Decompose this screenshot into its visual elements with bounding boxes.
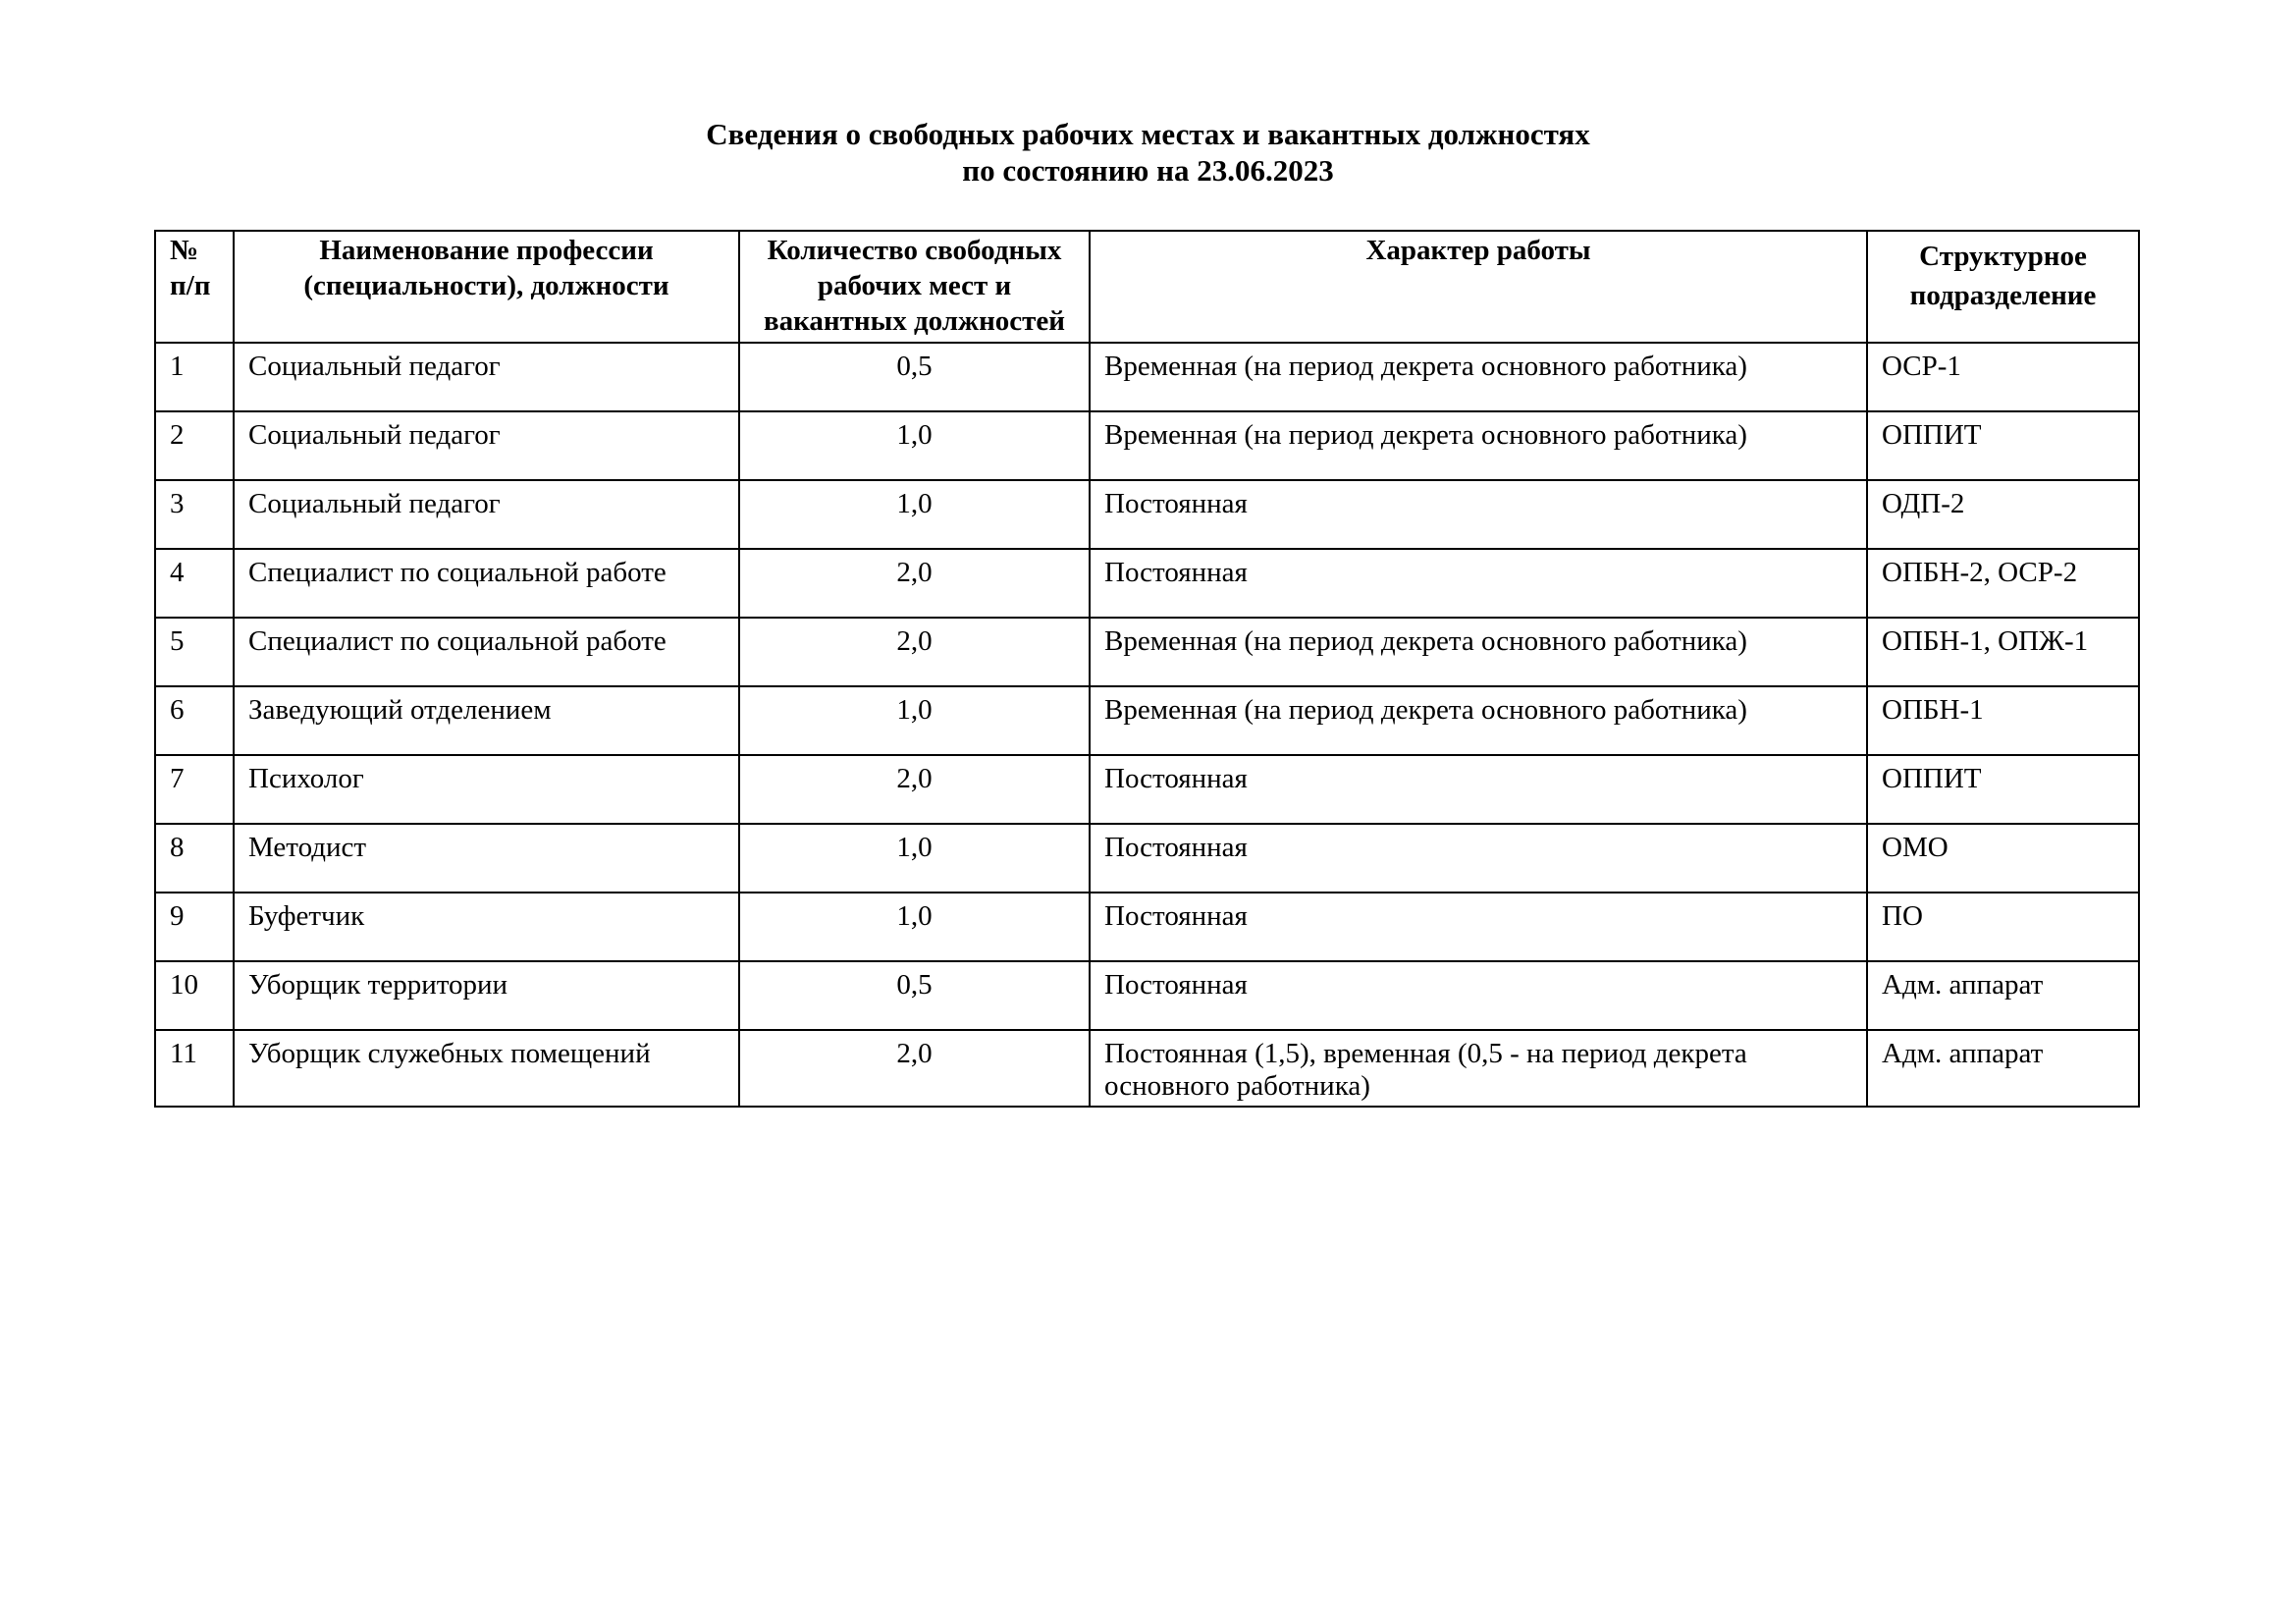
cell-quantity: 1,0	[739, 411, 1090, 480]
cell-number: 6	[155, 686, 234, 755]
title-line-2: по состоянию на 23.06.2023	[962, 153, 1334, 188]
cell-work-type: Временная (на период декрета основного работника)	[1090, 411, 1867, 480]
table-row	[155, 893, 2139, 961]
table-row	[155, 824, 2139, 893]
cell-quantity: 2,0	[739, 618, 1090, 686]
cell-quantity: 0,5	[739, 343, 1090, 411]
table-row	[155, 411, 2139, 480]
cell-department: ОПБН-2, ОСР-2	[1867, 549, 2139, 618]
cell-work-type: Постоянная	[1090, 961, 1867, 1030]
cell-department: ОПБН-1, ОПЖ-1	[1867, 618, 2139, 686]
cell-profession: Психолог	[234, 755, 739, 824]
table-row	[155, 755, 2139, 824]
cell-profession: Специалист по социальной работе	[234, 618, 739, 686]
cell-department: Адм. аппарат	[1867, 1030, 2139, 1107]
cell-quantity: 1,0	[739, 824, 1090, 893]
cell-work-type: Временная (на период декрета основного работника)	[1090, 686, 1867, 755]
cell-work-type: Постоянная	[1090, 480, 1867, 549]
table-row	[155, 686, 2139, 755]
cell-work-type: Временная (на период декрета основного работника)	[1090, 343, 1867, 411]
header-quantity: Количество свободных рабочих мест и вакантных должностей	[739, 231, 1090, 343]
cell-department: ОМО	[1867, 824, 2139, 893]
cell-work-type: Постоянная	[1090, 549, 1867, 618]
cell-work-type: Постоянная (1,5), временная (0,5 - на период декрета основного работника)	[1090, 1030, 1867, 1107]
cell-quantity: 1,0	[739, 893, 1090, 961]
header-department: Структурное подразделение	[1867, 231, 2139, 343]
cell-department: ОППИТ	[1867, 755, 2139, 824]
header-work-type: Характер работы	[1090, 231, 1867, 343]
cell-profession: Социальный педагог	[234, 343, 739, 411]
header-profession: Наименование профессии (специальности), должности	[234, 231, 739, 343]
cell-number: 11	[155, 1030, 234, 1107]
table-row	[155, 961, 2139, 1030]
cell-quantity: 2,0	[739, 1030, 1090, 1107]
cell-number: 5	[155, 618, 234, 686]
header-row	[155, 231, 2139, 343]
cell-number: 8	[155, 824, 234, 893]
cell-quantity: 0,5	[739, 961, 1090, 1030]
cell-profession: Уборщик территории	[234, 961, 739, 1030]
table-body	[155, 343, 2139, 1107]
cell-quantity: 2,0	[739, 549, 1090, 618]
cell-number: 4	[155, 549, 234, 618]
cell-department: ОПБН-1	[1867, 686, 2139, 755]
table-row	[155, 618, 2139, 686]
table-header	[155, 231, 2139, 343]
cell-work-type: Временная (на период декрета основного работника)	[1090, 618, 1867, 686]
table-row	[155, 480, 2139, 549]
header-number: № п/п	[155, 231, 234, 343]
cell-department: ОСР-1	[1867, 343, 2139, 411]
vacancies-table	[154, 230, 2140, 1108]
cell-quantity: 1,0	[739, 686, 1090, 755]
cell-number: 10	[155, 961, 234, 1030]
cell-profession: Социальный педагог	[234, 411, 739, 480]
cell-number: 7	[155, 755, 234, 824]
cell-work-type: Постоянная	[1090, 755, 1867, 824]
cell-profession: Уборщик служебных помещений	[234, 1030, 739, 1107]
cell-quantity: 1,0	[739, 480, 1090, 549]
cell-department: Адм. аппарат	[1867, 961, 2139, 1030]
cell-department: ОППИТ	[1867, 411, 2139, 480]
cell-profession: Социальный педагог	[234, 480, 739, 549]
cell-profession: Буфетчик	[234, 893, 739, 961]
cell-profession: Заведующий отделением	[234, 686, 739, 755]
cell-quantity: 2,0	[739, 755, 1090, 824]
cell-work-type: Постоянная	[1090, 824, 1867, 893]
cell-work-type: Постоянная	[1090, 893, 1867, 961]
cell-department: ПО	[1867, 893, 2139, 961]
table-row	[155, 343, 2139, 411]
document-title	[0, 116, 2296, 189]
cell-department: ОДП-2	[1867, 480, 2139, 549]
table-row	[155, 1030, 2139, 1107]
cell-number: 1	[155, 343, 234, 411]
cell-profession: Специалист по социальной работе	[234, 549, 739, 618]
table-row	[155, 549, 2139, 618]
cell-number: 3	[155, 480, 234, 549]
cell-number: 9	[155, 893, 234, 961]
title-line-1: Сведения о свободных рабочих местах и вакантных должностях	[706, 117, 1590, 151]
cell-number: 2	[155, 411, 234, 480]
cell-profession: Методист	[234, 824, 739, 893]
